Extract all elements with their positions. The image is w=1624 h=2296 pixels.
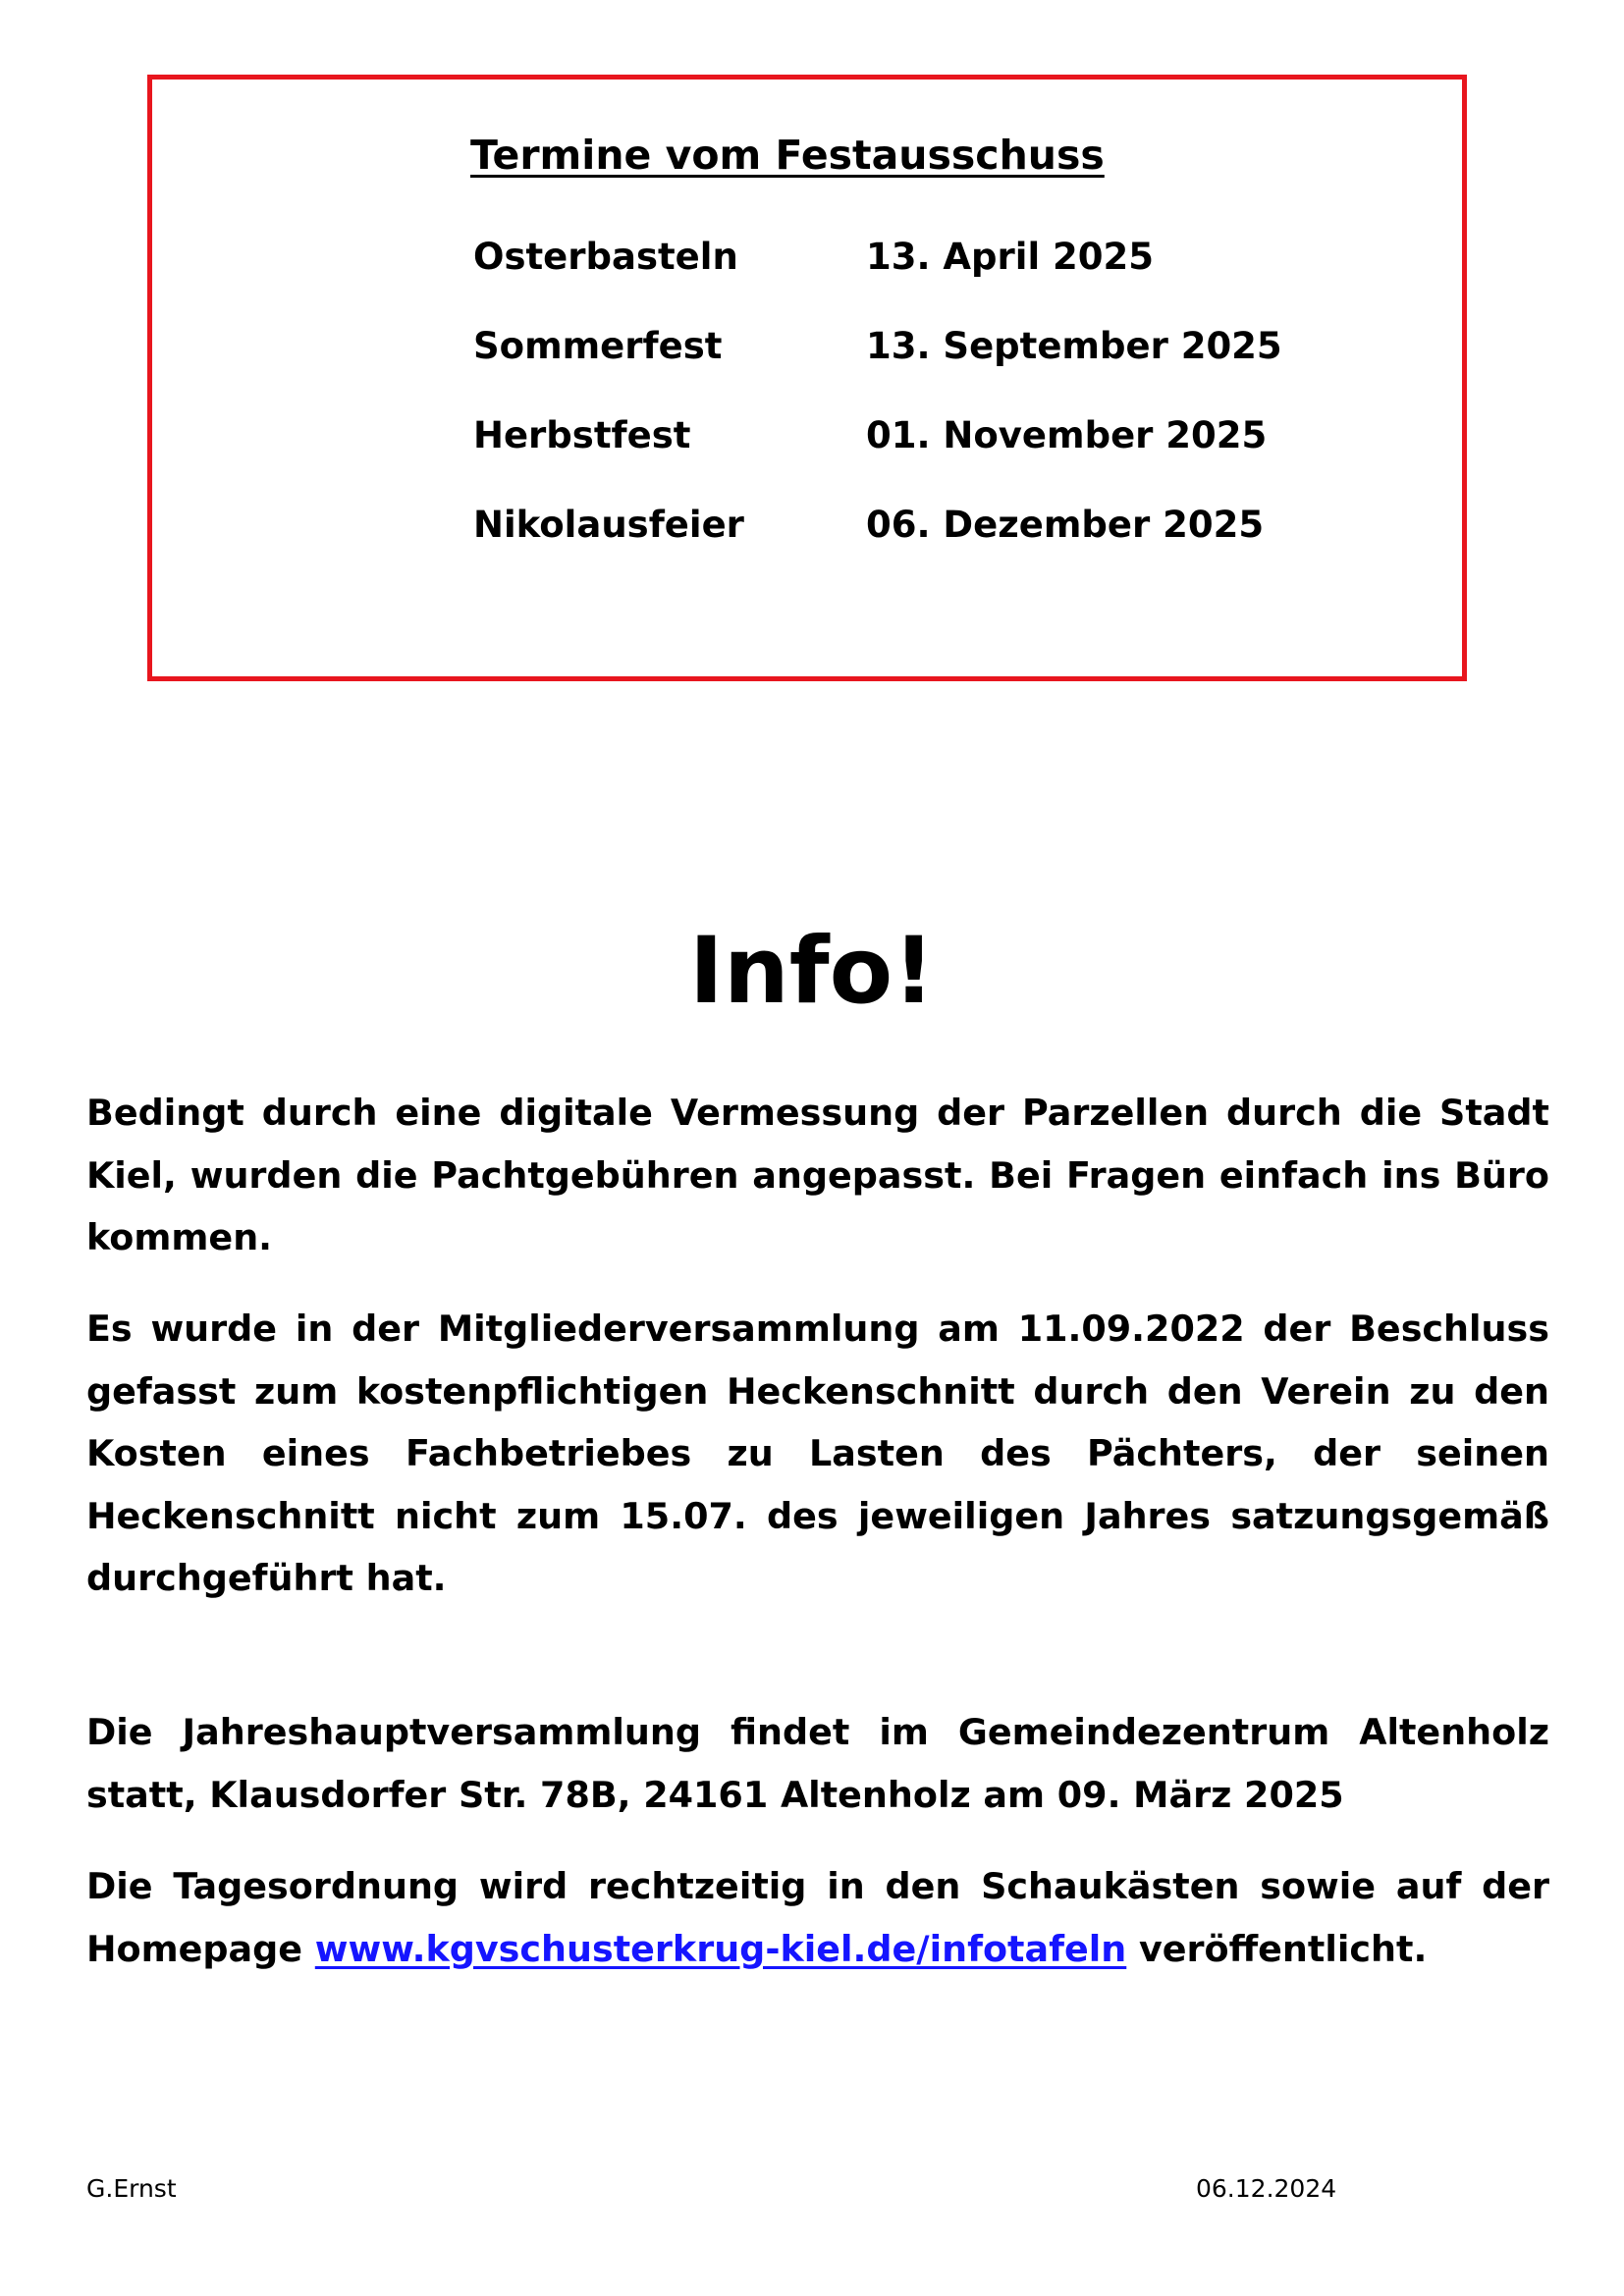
- event-name: Nikolausfeier: [473, 504, 744, 546]
- event-row: [473, 503, 1357, 548]
- event-date: 13. April 2025: [866, 236, 1155, 278]
- event-name: Osterbasteln: [473, 236, 738, 278]
- events-box: [147, 75, 1467, 681]
- event-row: [473, 324, 1357, 369]
- agenda-text-after: veröffentlicht.: [1138, 1927, 1428, 1970]
- info-heading: Info!: [688, 918, 936, 1025]
- info-paragraph-meeting: Die Jahreshauptversammlung findet im Gemeindezentrum Altenholz statt, Klausdorfer Str. 78B, 24161 Altenholz am 09. März 2025: [86, 1711, 1549, 1816]
- event-row: [473, 413, 1357, 458]
- event-date: 06. Dezember 2025: [866, 504, 1265, 546]
- event-date: 13. September 2025: [866, 325, 1282, 367]
- info-paragraph-hedge: Es wurde in der Mitgliederversammlung am 11.09.2022 der Beschluss gefasst zum kostenpflichtigen Heckenschnitt durch den Verein zu den Kosten eines Fachbetriebes zu Lasten des Pächters, der seinen Heckenschnitt nicht zum 15.07. des jeweiligen Jahres satzungsgemäß durchgeführt hat.: [86, 1308, 1549, 1599]
- footer-date: 06.12.2024: [1196, 2174, 1337, 2203]
- event-date: 01. November 2025: [866, 414, 1268, 456]
- homepage-link[interactable]: www.kgvschusterkrug-kiel.de/infotafeln: [314, 1927, 1127, 1970]
- footer-author: G.Ernst: [86, 2174, 177, 2203]
- events-title: Termine vom Festausschuss: [470, 132, 1105, 179]
- agenda-text-before: Die Tagesordnung wird rechtzeitig in den Schaukästen sowie auf der Homepage: [86, 1865, 1549, 1970]
- event-row: [473, 235, 1357, 280]
- info-paragraph-fees: Bedingt durch eine digitale Vermessung der Parzellen durch die Stadt Kiel, wurden die Pachtgebühren angepasst. Bei Fragen einfach ins Büro kommen.: [86, 1092, 1549, 1258]
- event-name: Sommerfest: [473, 325, 723, 367]
- info-paragraph-agenda: [86, 1855, 1549, 1980]
- event-name: Herbstfest: [473, 414, 691, 456]
